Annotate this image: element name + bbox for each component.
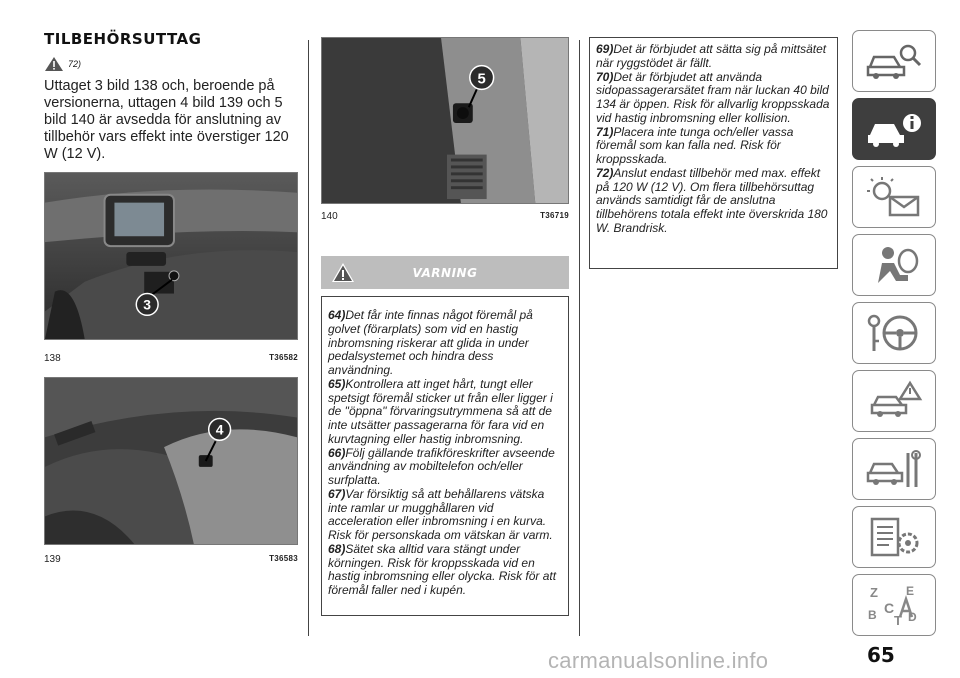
warning-item-66 [328, 447, 561, 488]
warning-triangle-icon [331, 262, 355, 283]
warning-item-text: Det är förbjudet att använda sidopassagerarsätet fram när luckan 40 bild 134 är öppen. Risk för allvarlig kroppsskada vid hastig inbromsning eller kollision. [596, 69, 830, 125]
page-number: 65 [867, 643, 895, 667]
warning-box-continued [589, 37, 838, 269]
svg-text:B: B [868, 608, 877, 622]
page-title: TILBEHÖRSUTTAG [44, 30, 202, 48]
warning-item-text: Kontrollera att inget hårt, tungt eller spetsigt föremål sticker ut från eller ligger i de "öppna" förvaringsutrymmena så att de inte utsätter passagerarna för fara vid en kurvtagning eller hastig inbromsning. [328, 376, 553, 446]
tab-technical-data[interactable] [852, 506, 936, 568]
warning-item-70 [596, 71, 831, 126]
warning-item-number: 68) [328, 541, 346, 556]
warning-triangle-icon [44, 56, 64, 72]
figure-138-image [44, 172, 298, 340]
warning-item-number: 72) [596, 165, 614, 180]
column-divider-1 [308, 40, 309, 636]
car-search-icon [864, 39, 924, 83]
warning-item-72 [596, 167, 831, 236]
specifications-gear-icon [864, 515, 924, 559]
figure-number: 139 [44, 554, 61, 565]
warning-item-number: 65) [328, 376, 346, 391]
column-divider-2 [579, 40, 580, 636]
svg-text:C: C [884, 600, 895, 616]
figure-140-image [321, 37, 569, 204]
warning-item-text: Följ gällande trafikföreskrifter avseende användning av mobiltelefon och/eller surfplatta. [328, 445, 555, 487]
svg-text:E: E [906, 584, 915, 598]
warning-light-message-icon [864, 175, 924, 219]
figure-139-image [44, 377, 298, 545]
figure-140-caption [321, 211, 569, 222]
site-watermark: carmanualsonline.info [548, 648, 769, 673]
figure-number: 138 [44, 353, 61, 364]
chapter-sidebar [852, 30, 936, 642]
warning-item-number: 67) [328, 486, 346, 501]
tab-warning-lights[interactable] [852, 166, 936, 228]
warning-item-64 [328, 309, 561, 378]
warning-item-number: 69) [596, 42, 614, 56]
warning-item-65 [328, 378, 561, 447]
car-info-icon [864, 107, 924, 151]
figure-138-callout: 3 [143, 296, 152, 313]
warning-item-text: Placera inte tunga och/eller vassa föremål som kan falla ned. Risk för kroppsskada. [596, 124, 794, 166]
warning-item-text: Sätet ska alltid vara stängt under körningen. Risk för kroppsskada vid en hastig inbromsning eller olycka. Risk för att föremål faller ned i kupén. [328, 541, 557, 597]
figure-code: T36719 [540, 211, 569, 220]
tab-emergency[interactable] [852, 370, 936, 432]
figure-140-callout: 5 [477, 71, 486, 88]
figure-code: T36582 [269, 353, 298, 362]
warning-reference [44, 56, 300, 72]
left-column [44, 30, 300, 163]
tab-maintenance[interactable] [852, 438, 936, 500]
car-warning-icon [864, 379, 924, 423]
warning-item-69 [596, 43, 831, 71]
warning-item-number: 71) [596, 124, 614, 139]
warning-item-number: 70) [596, 69, 614, 84]
intro-paragraph: Uttaget 3 bild 138 och, beroende på versionerna, uttagen 4 bild 139 och 5 bild 140 är avsedda för anslutning av tillbehör vars effekt inte överstiger 120 W (12 V). [44, 78, 289, 162]
warning-item-67 [328, 488, 561, 543]
warning-item-text: Det får inte finnas något föremål på golvet (förarplats) som vid en hastig inbromsning riskerar att glida in under pedalsystemet och hindra dess användning. [328, 308, 533, 377]
tab-safety[interactable] [852, 234, 936, 296]
svg-text:D: D [908, 610, 917, 624]
warning-item-text: Var försiktig så att behållarens vätska inte ramlar ur mugghållaren vid acceleration eller inbromsning i en kurva. Risk för personskada om vätskan är varm. [328, 486, 553, 542]
airbag-person-icon [864, 243, 924, 287]
key-steering-wheel-icon [864, 311, 924, 355]
warning-item-68 [328, 543, 561, 598]
warning-header [321, 256, 569, 289]
warning-item-71 [596, 126, 831, 167]
figure-number: 140 [321, 211, 338, 222]
figure-139-caption [44, 554, 298, 565]
tab-car-search[interactable] [852, 30, 936, 92]
warning-item-number: 64) [328, 308, 346, 322]
svg-text:T: T [894, 613, 902, 627]
figure-139-callout: 4 [215, 421, 224, 438]
warning-item-text: Det är förbjudet att sätta sig på mittsätet när ryggstödet är fällt. [596, 42, 827, 70]
tab-starting-driving[interactable] [852, 302, 936, 364]
warning-title: VARNING [412, 265, 478, 280]
figure-138-caption [44, 353, 298, 364]
tab-car-info[interactable] [852, 98, 936, 160]
svg-text:Z: Z [870, 585, 878, 600]
figure-code: T36583 [269, 554, 298, 563]
warning-box [321, 296, 569, 616]
warning-item-text: Anslut endast tillbehör med max. effekt på 120 W (12 V). Om flera tillbehörsuttag används samtidigt får de anslutna tillbehörens totala effekt inte överskrida 180 W. Brandrisk. [596, 165, 828, 235]
car-tools-icon [864, 447, 924, 491]
tab-index[interactable] [852, 574, 936, 636]
reference-number: 72) [68, 59, 82, 69]
warning-item-number: 66) [328, 445, 346, 460]
alphabetical-index-icon [864, 583, 924, 627]
